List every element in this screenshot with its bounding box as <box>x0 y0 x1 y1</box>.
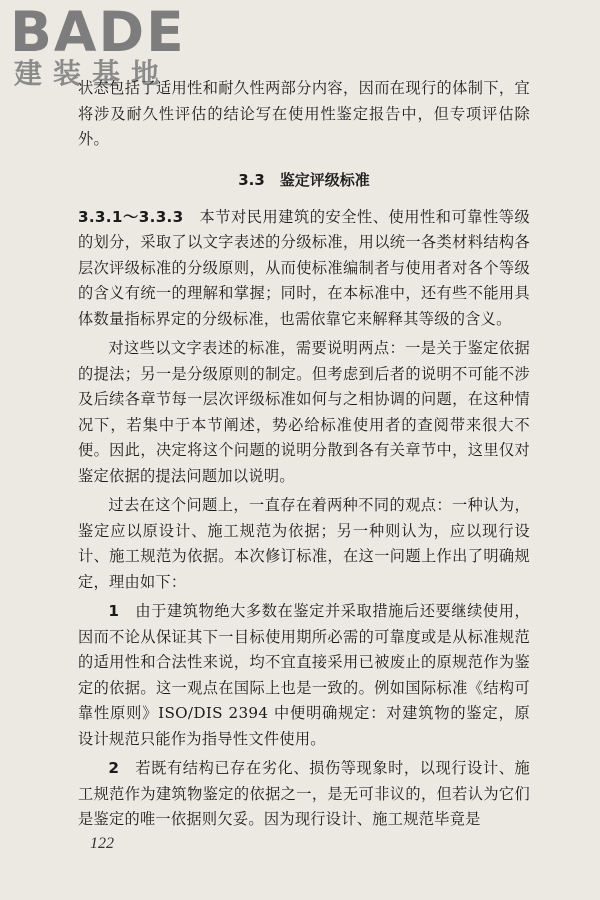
intro-paragraph: 状态包括了适用性和耐久性两部分内容，因而在现行的体制下，宜将涉及耐久性评估的结论写在使用性鉴定报告中，但专项评估除外。 <box>78 79 530 148</box>
section-title: 3.3 鉴定评级标准 <box>238 170 370 189</box>
page-content <box>78 76 530 833</box>
list-item-1 <box>78 599 530 752</box>
paragraph-2: 对这些以文字表述的标准，需要说明两点：一是关于鉴定依据的提法；另一是分级原则的制定。但考虑到后者的说明不可能不涉及后续各章节每一层次评级标准如何与之相协调的问题，在这种情况下，若集中于本节阐述，势必给标准使用者的查阅带来很大不便。因此，决定将这个问题的说明分散到各有关章节中，这里仅对鉴定依据的提法问题加以说明。 <box>78 339 530 485</box>
clause-text: 本节对民用建筑的安全性、使用性和可靠性等级的划分，采取了以文字表述的分级标准，用以统一各类材料结构各层次评级标准的分级原则，从而使标准编制者与使用者对各个等级的含义有统一的理解和掌握；同时，在本标准中，还有些不能用具体数量指标界定的分级标准，也需依靠它来解释其等级的含义。 <box>78 207 530 328</box>
clause-number: 3.3.1～3.3.3 <box>78 207 184 226</box>
list-item-1-text: 由于建筑物绝大多数在鉴定并采取措施后还要继续使用，因而不论从保证其下一目标使用期所必需的可靠度或是从标准规范的适用性和合法性来说，均不宜直接采用已被废止的原规范作为鉴定的依据。这一观点在国际上也是一致的。例如国际标准《结构可靠性原则》ISO/DIS 2394 中便明确规定：对建筑物的鉴定，原设计规范只能作为指导性文件使用。 <box>78 602 530 748</box>
list-item-1-number: 1 <box>108 602 120 620</box>
list-item-2-number: 2 <box>108 759 120 777</box>
list-item-2-text: 若既有结构已存在劣化、损伤等现象时，以现行设计、施工规范作为建筑物鉴定的依据之一，是无可非议的，但若认为它们是鉴定的唯一依据则欠妥。因为现行设计、施工规范毕竟是 <box>78 759 530 828</box>
logo-subtext: 建装基地 <box>14 57 171 90</box>
logo-text: BADE <box>10 0 186 64</box>
paragraph-3: 过去在这个问题上，一直存在着两种不同的观点：一种认为，鉴定应以原设计、施工规范为依据；另一种则认为，应以现行设计、施工规范为依据。本次修订标准，在这一问题上作出了明确规定，理由如下： <box>78 496 530 591</box>
list-item-2 <box>78 756 530 833</box>
clause-paragraph <box>78 205 530 333</box>
page-number: 122 <box>90 835 114 852</box>
